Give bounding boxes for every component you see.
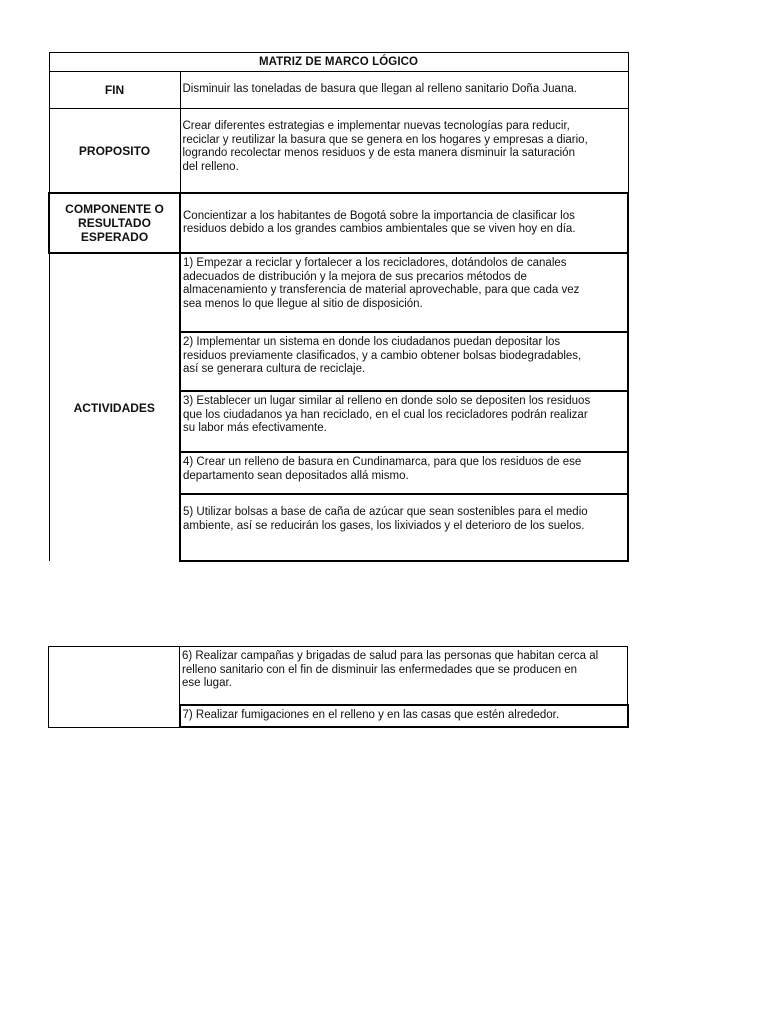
actividad-7-text: 7) Realizar fumigaciones en el relleno y en las casas que estén alrededor.	[180, 705, 628, 727]
matrix-continuation	[48, 646, 627, 728]
actividades-label: ACTIVIDADES	[49, 253, 180, 561]
componente-label: COMPONENTE O RESULTADO ESPERADO	[49, 193, 180, 253]
table-row-componente	[49, 193, 628, 253]
actividad-3-text: 3) Establecer un lugar similar al relleno en donde solo se depositen los residuos que los ciudadanos ya han reciclado, en el cual los recicladores podrán realizar su labor más efectivamente.	[180, 391, 628, 452]
fin-label: FIN	[49, 72, 180, 109]
actividad-5-text: 5) Utilizar bolsas a base de caña de azúcar que sean sostenibles para el medio ambiente, así se reducirán los gases, los lixiviados y el deterioro de los suelos.	[180, 494, 628, 561]
componente-text: Concientizar a los habitantes de Bogotá sobre la importancia de clasificar los residuos debido a los grandes cambios ambientales que se viven hoy en día.	[180, 193, 628, 253]
actividad-6-text: 6) Realizar campañas y brigadas de salud para las personas que habitan cerca al relleno sanitario con el fin de disminuir las enfermedades que se producen en ese lugar.	[180, 647, 628, 706]
matrix-table	[48, 52, 629, 562]
proposito-label: PROPOSITO	[49, 109, 180, 194]
table-row-actividad-1	[49, 253, 628, 332]
actividades-continuation-label	[49, 647, 180, 728]
table-row-actividad-6	[49, 647, 628, 706]
table-row-fin	[49, 72, 628, 109]
logical-framework-matrix	[48, 52, 627, 562]
actividad-2-text: 2) Implementar un sistema en donde los ciudadanos puedan depositar los residuos previamente clasificados, y a cambio obtener bolsas biodegradables, así se generara cultura de reciclaje.	[180, 332, 628, 391]
actividad-1-text: 1) Empezar a reciclar y fortalecer a los recicladores, dotándolos de canales adecuados de distribución y la mejora de sus precarios métodos de almacenamiento y transferencia de material aprovechable, para que cada vez sea menos lo que llegue al sitio de disposición.	[180, 253, 628, 332]
proposito-text: Crear diferentes estrategias e implementar nuevas tecnologías para reducir, reciclar y reutilizar la basura que se genera en los hogares y empresas a diario, logrando recolectar menos residuos y de esta manera disminuir la saturación del relleno.	[180, 109, 628, 194]
fin-text: Disminuir las toneladas de basura que llegan al relleno sanitario Doña Juana.	[180, 72, 628, 109]
table-row-proposito	[49, 109, 628, 194]
actividad-4-text: 4) Crear un relleno de basura en Cundinamarca, para que los residuos de ese departamento sean depositados allá mismo.	[180, 452, 628, 494]
matrix-title: MATRIZ DE MARCO LÓGICO	[49, 53, 628, 72]
matrix-continuation-table	[48, 646, 629, 728]
